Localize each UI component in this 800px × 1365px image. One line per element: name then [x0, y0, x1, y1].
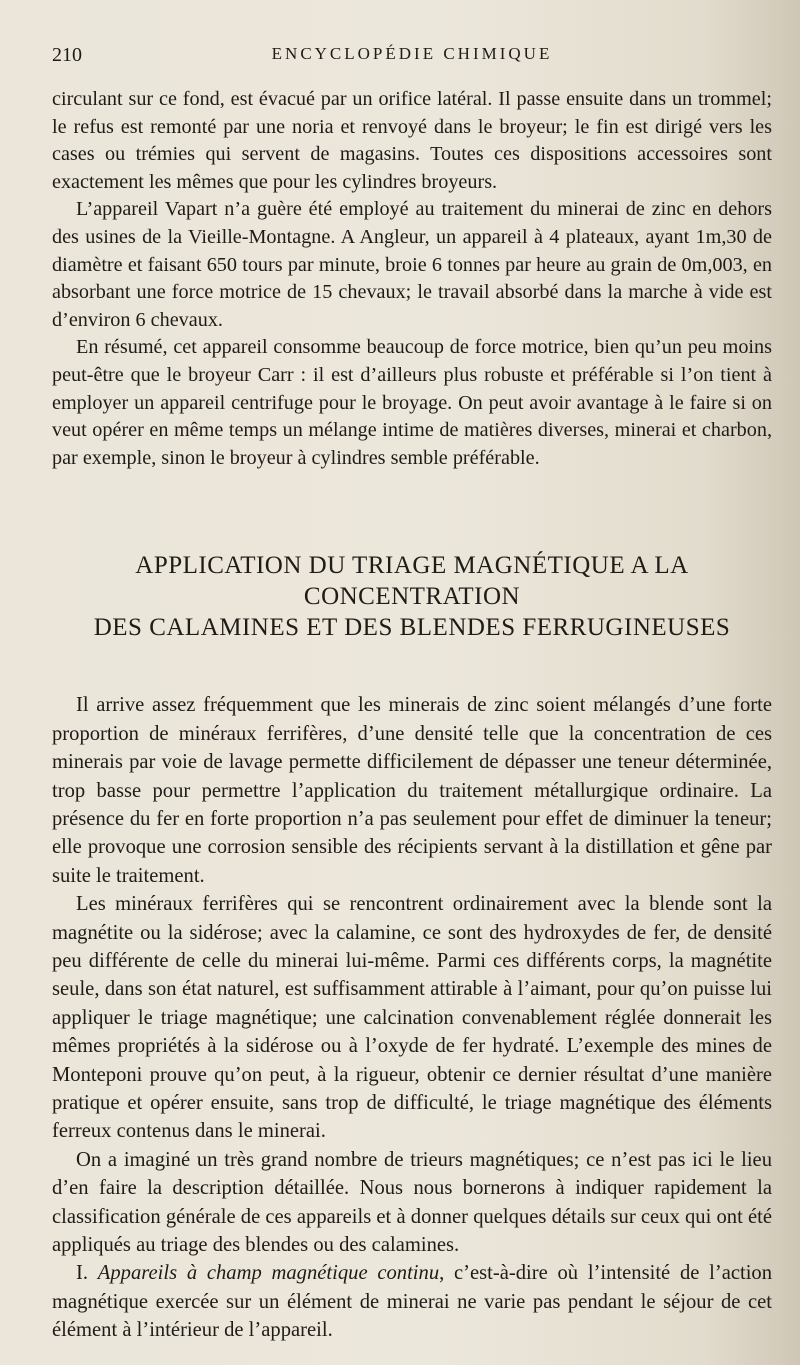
paragraph-vapart: L’appareil Vapart n’a guère été employé au traitement du minerai de zinc en dehors des usines de la Vieille-Montagne. A Angleur, un appareil à 4 plateaux, ayant 1m,30 de diamètre et faisant 650 tours par minute, broie 6 tonnes par heure au grain de 0m,003, en absorbant une force motrice de 15 chevaux; le travail absorbé dans la marche à vide est d’environ 6 chevaux. [52, 198, 772, 331]
section-body [52, 691, 772, 1344]
italic-term: Appareils à champ magnétique continu [97, 1262, 440, 1285]
paragraph-resume: En résumé, cet appareil consomme beaucoup de force motrice, bien qu’un peu moins peut-être que le broyeur Carr : il est d’ailleurs plus robuste et préférable si l’on tient à employer un appareil centrifuge pour le broyage. On peut avoir avantage à le faire si on veut opérer en même temps un mélange intime de matières diverses, minerai et charbon, par exemple, sinon le broyeur à cylindres semble préférable. [52, 336, 772, 469]
paragraph-trieurs: On a imaginé un très grand nombre de trieurs magnétiques; ce n’est pas ici le lieu d’en faire la description détaillée. Nous nous bornerons à indiquer rapidement la classification générale de ces appareils et à donner quelques détails sur ceux qui ont été appliqués au triage des blendes ou des calamines. [52, 1148, 772, 1257]
list-number: I. [76, 1262, 98, 1285]
section-title-line-2: DES CALAMINES ET DES BLENDES FERRUGINEUSES [93, 614, 731, 642]
page-header [52, 40, 772, 74]
section-title [52, 550, 772, 643]
running-title: ENCYCLOPÉDIE CHIMIQUE [271, 44, 553, 63]
page-number: 210 [52, 44, 82, 66]
section-title-line-1: APPLICATION DU TRIAGE MAGNÉTIQUE A LA CONCENTRATION [135, 552, 689, 611]
continued-text [52, 86, 772, 472]
paragraph-appareils [52, 1259, 772, 1344]
paragraph-intro: Il arrive assez fréquemment que les minerais de zinc soient mélangés d’une forte proportion de minéraux ferrifères, d’une densité telle que la concentration de ces minerais par voie de lavage permette difficilement de dépasser une teneur déterminée, trop basse pour permettre l’application du traitement métallurgique ordinaire. La présence du fer en forte proportion n’a pas seulement pour effet de diminuer la teneur; elle provoque une corrosion sensible des récipients servant à la distillation et gêne par suite le traitement. [52, 694, 772, 887]
paragraph-continued: circulant sur ce fond, est évacué par un orifice latéral. Il passe ensuite dans un trommel; le refus est remonté par une noria et renvoyé dans le broyeur; le fin est dirigé vers les cases ou trémies qui servent de magasins. Toutes ces dispositions accessoires sont exactement les mêmes que pour les cylindres broyeurs. [52, 88, 772, 193]
book-page [52, 40, 772, 1345]
paragraph-appareils-rest: , c’est-à-dire où l’intensité de l’action magnétique exercée sur un élément de minerai ne varie pas pendant le séjour de cet élément à l’intérieur de l’appareil. [52, 1262, 773, 1342]
paragraph-mineraux: Les minéraux ferrifères qui se rencontrent ordinairement avec la blende sont la magnétite ou la sidérose; avec la calamine, ce sont des hydroxydes de fer, de densité peu différente de celle du minerai lui-même. Parmi ces différents corps, la magnétite seule, dans son état naturel, est suffisamment attirable à l’aimant, pour qu’on puisse lui appliquer le triage magnétique; une calcination convenablement réglée donnerait les mêmes propriétés à la sidérose ou à l’oxyde de fer hydraté. L’exemple des mines de Monteponi prouve qu’on peut, à la rigueur, obtenir ce dernier résultat d’une manière pratique et opérer ensuite, sans trop de difficulté, le triage magnétique des éléments ferreux contenus dans le minerai. [52, 893, 772, 1143]
